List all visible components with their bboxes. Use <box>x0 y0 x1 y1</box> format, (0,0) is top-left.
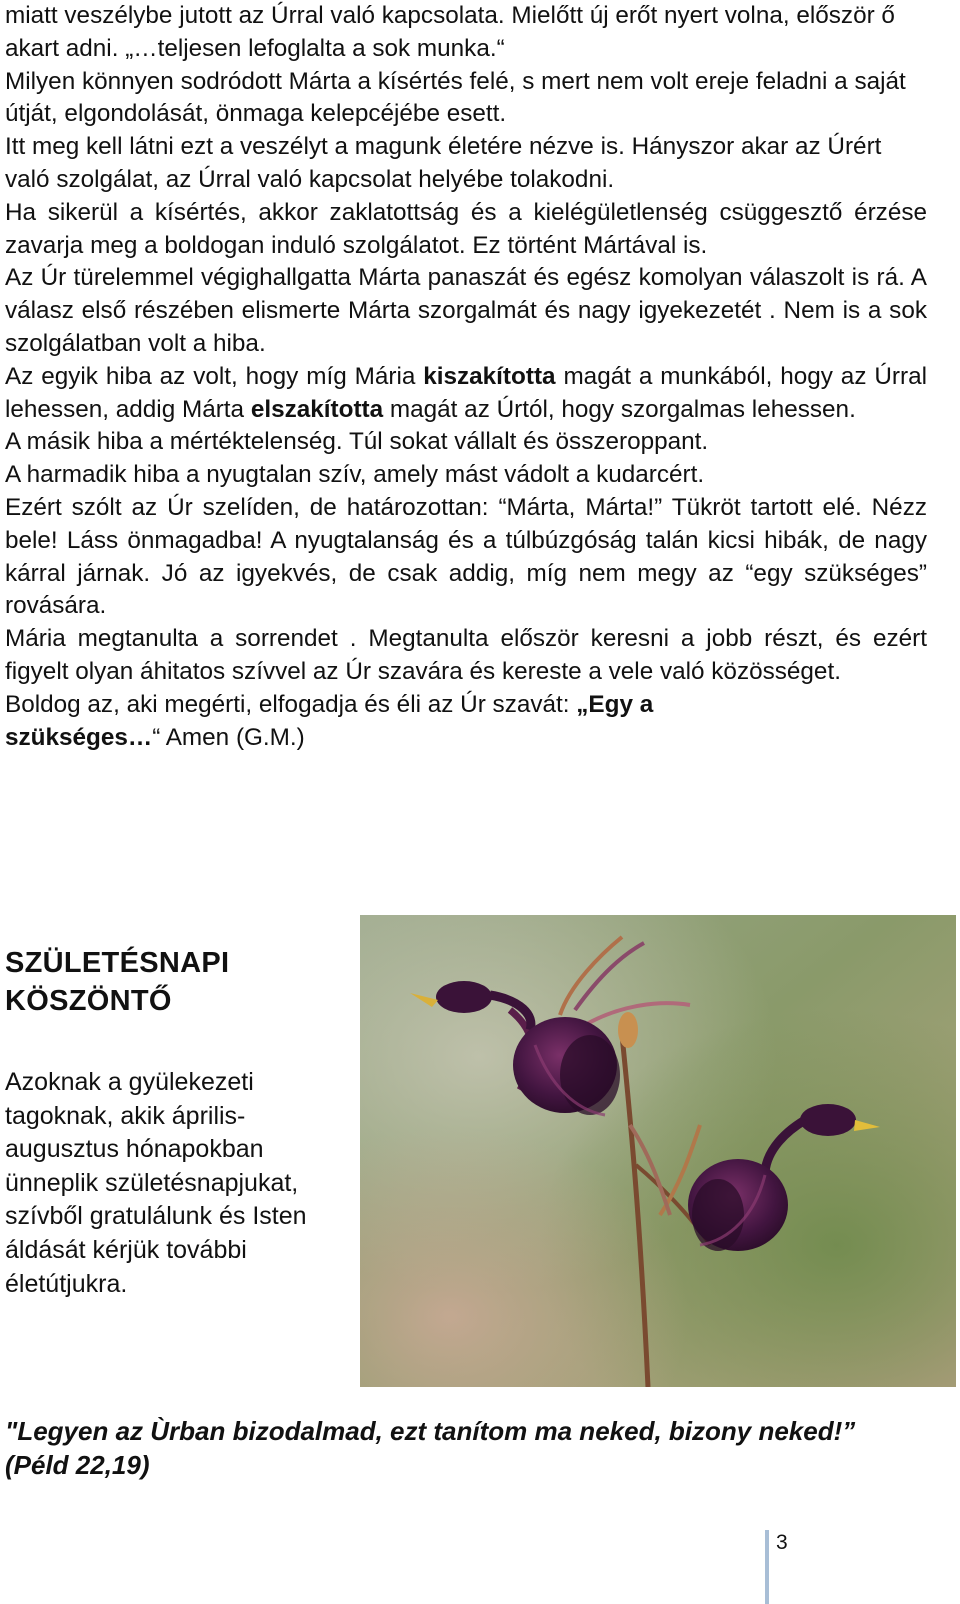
emphasis-text: „Egy a szükséges… <box>5 690 654 751</box>
birthday-title-line: SZÜLETÉSNAPI <box>5 947 230 979</box>
article-body <box>5 0 927 754</box>
article-paragraph: Mária megtanulta a sorrendet . Megtanulta először keresni a jobb részt, és ezért figyelt olyan áhitatos szívvel az Úr szavára és kereste a vele való közösséget. <box>5 625 927 685</box>
page-number-rule <box>765 1530 769 1604</box>
article-paragraph: A harmadik hiba a nyugtalan szív, amely mást vádolt a kudarcért. <box>5 461 705 489</box>
paragraph-text: Az egyik hiba az volt, hogy míg Mária <box>5 362 424 390</box>
paragraph-text: “ Amen (G.M.) <box>152 723 305 751</box>
birthday-title-line: KÖSZÖNTŐ <box>5 985 172 1017</box>
paragraph-text: magát az Úrtól, hogy szorgalmas lehessen. <box>383 395 856 423</box>
emphasis-text: elszakította <box>250 395 384 423</box>
article-paragraph: miatt veszélybe jutott az Úrral való kapcsolata. Mielőtt új erőt nyert volna, először ő akart adni. „…teljesen lefoglalta a sok munka.“ <box>5 2 895 62</box>
article-paragraph <box>5 689 785 755</box>
article-paragraph: Ezért szólt az Úr szelíden, de határozottan: “Márta, Márta!” Tükröt tartott elé. Nézz bele! Láss önmagadba! A nyugtalanság és a túlbúzgóság talán kicsi hibák, de nagy kárral járnak. Jó az igyekvés, de csak addig, míg nem megy az “egy szükséges” rovására. <box>5 493 927 620</box>
article-paragraph: Ha sikerül a kísértés, akkor zaklatottság és a kielégületlenség csüggesztő érzése zavarja meg a boldogan induló szolgálatot. Ez történt Mártával is. <box>5 198 927 259</box>
article-paragraph: A másik hiba a mértéktelenség. Túl sokat vállalt és összeroppant. <box>5 428 709 456</box>
article-paragraph: Milyen könnyen sodródott Márta a kísértés felé, s mert nem volt ereje feladni a saját útját, elgondolását, önmaga kelepcéjébe esett. <box>5 67 906 128</box>
birthday-message: Azoknak a gyülekezeti tagoknak, akik április-augusztus hónapokban ünneplik születésnapjukat, szívből gratulálunk és Isten áldását kérjük további életútjukra. <box>5 1068 307 1298</box>
bible-verse: "Legyen az Ùrban bizodalmad, ezt tanítom ma neked, bizony neked!” (Péld 22,19) <box>5 1416 856 1480</box>
article-paragraph: Itt meg kell látni ezt a veszélyt a magunk életére nézve is. Hányszor akar az Úrért való szolgálat, az Úrral való kapcsolat helyébe tolakodni. <box>5 133 882 193</box>
birthday-title <box>5 944 335 1020</box>
page-number: 3 <box>776 1531 788 1554</box>
emphasis-text: kiszakította <box>423 362 556 390</box>
article-paragraph: Az Úr türelemmel végighallgatta Márta panaszát és egész komolyan válaszolt is rá. A válasz első részében elismerte Márta szorgalmát és nagy igyekezetét . Nem is a sok szolgálatban volt a hiba. <box>5 264 927 357</box>
flying-duck-orchid-photo <box>360 915 956 1387</box>
article-paragraph <box>5 361 927 427</box>
birthday-greeting <box>5 944 335 1301</box>
paragraph-text: magát a munkából, hogy az Úrral lehessen, addig Márta <box>5 362 927 423</box>
paragraph-text: Boldog az, aki megérti, elfogadja és éli az Úr szavát: <box>5 690 577 718</box>
